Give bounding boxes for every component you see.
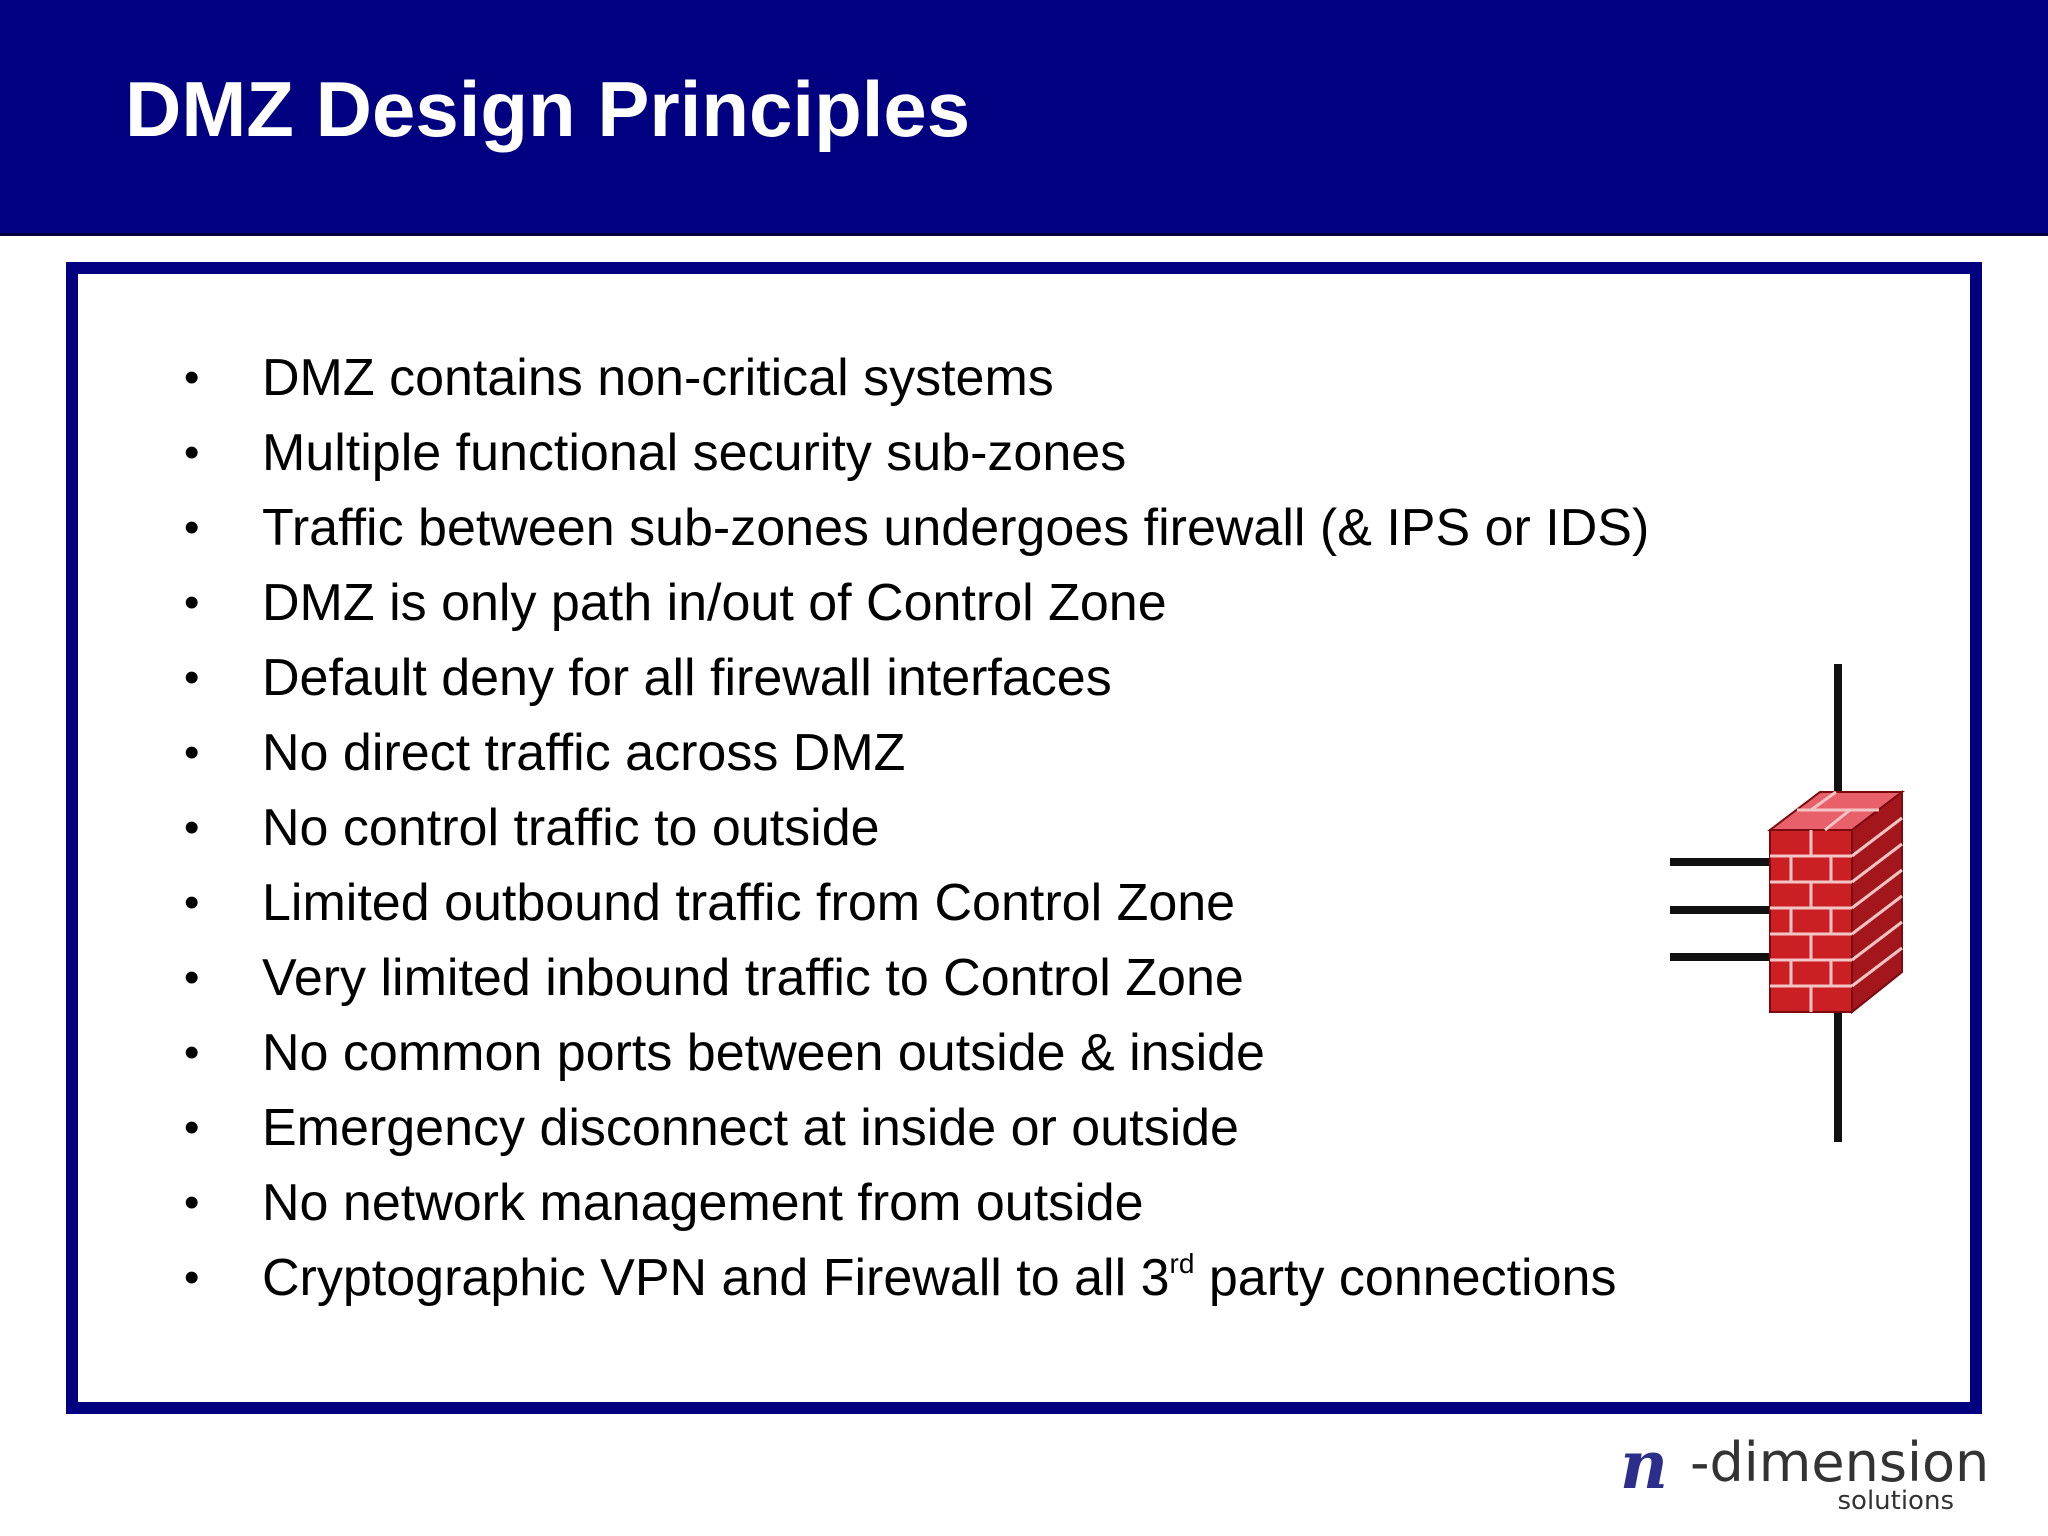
bullet-item bbox=[184, 490, 1649, 565]
bullet-item bbox=[184, 340, 1054, 415]
bullet-item bbox=[184, 640, 1112, 715]
bullet-text-main: Multiple functional security sub-zones bbox=[262, 423, 1127, 482]
bullet-text-main: DMZ contains non-critical systems bbox=[262, 348, 1054, 407]
bullet-dot: • bbox=[184, 1252, 200, 1302]
slide-title: DMZ Design Principles bbox=[125, 65, 971, 153]
bullet-dot: • bbox=[184, 427, 200, 477]
bullet-dot: • bbox=[184, 727, 200, 777]
bullet-item bbox=[184, 715, 905, 790]
bullet-text-main: No direct traffic across DMZ bbox=[262, 723, 906, 782]
bullet-item bbox=[184, 790, 880, 865]
bullet-dot: • bbox=[184, 1177, 200, 1227]
bullet-text bbox=[262, 648, 1112, 708]
logo-mark: n bbox=[1620, 1426, 1668, 1504]
bullet-text bbox=[262, 948, 1244, 1008]
bullet-item bbox=[184, 1015, 1265, 1090]
bullet-text-main: Default deny for all firewall interfaces bbox=[262, 648, 1112, 707]
bullet-text-main: Very limited inbound traffic to Control Zone bbox=[262, 948, 1244, 1007]
bullet-text bbox=[262, 723, 905, 783]
bullet-item bbox=[184, 565, 1167, 640]
bullet-item bbox=[184, 1240, 1616, 1315]
bullet-text-main: No network management from outside bbox=[262, 1173, 1144, 1232]
bullet-text-main: Cryptographic VPN and Firewall to all 3 bbox=[262, 1248, 1170, 1307]
bullet-text bbox=[262, 1023, 1265, 1083]
bullet-dot: • bbox=[184, 1027, 200, 1077]
bullet-text-superscript: rd bbox=[1169, 1247, 1195, 1279]
bullet-text bbox=[262, 873, 1235, 933]
bullet-text bbox=[262, 1173, 1144, 1233]
logo-wordmark: -dimension bbox=[1690, 1431, 1990, 1494]
bullet-text bbox=[262, 498, 1649, 558]
bullet-text-main: Limited outbound traffic from Control Zone bbox=[262, 873, 1236, 932]
bullet-text bbox=[262, 1248, 1616, 1308]
bullet-dot: • bbox=[184, 802, 200, 852]
bullet-text bbox=[262, 348, 1054, 408]
bullet-text-main: No control traffic to outside bbox=[262, 798, 880, 857]
firewall-brick-wall-icon bbox=[1660, 660, 1920, 1146]
bullet-dot: • bbox=[184, 652, 200, 702]
bullet-dot: • bbox=[184, 877, 200, 927]
bullet-text bbox=[262, 423, 1126, 483]
logo-tagline: solutions bbox=[1837, 1486, 1954, 1516]
bullet-text bbox=[262, 798, 880, 858]
bullet-dot: • bbox=[184, 952, 200, 1002]
bullet-text bbox=[262, 573, 1167, 633]
bullet-item bbox=[184, 1090, 1239, 1165]
bullet-dot: • bbox=[184, 352, 200, 402]
bullet-text-main: DMZ is only path in/out of Control Zone bbox=[262, 573, 1167, 632]
bullet-text-after: party connections bbox=[1194, 1248, 1617, 1307]
bullet-item bbox=[184, 1165, 1144, 1240]
bullet-dot: • bbox=[184, 1102, 200, 1152]
bullet-text-main: Traffic between sub-zones undergoes firewall (& IPS or IDS) bbox=[262, 498, 1650, 557]
header-bar bbox=[0, 0, 2048, 236]
bullet-text bbox=[262, 1098, 1239, 1158]
bullet-text-main: No common ports between outside & inside bbox=[262, 1023, 1265, 1082]
bullet-item bbox=[184, 415, 1126, 490]
bullet-dot: • bbox=[184, 502, 200, 552]
company-logo bbox=[1620, 1426, 1990, 1518]
bullet-item bbox=[184, 940, 1244, 1015]
bullet-item bbox=[184, 865, 1235, 940]
bullet-dot: • bbox=[184, 577, 200, 627]
bullet-text-main: Emergency disconnect at inside or outside bbox=[262, 1098, 1239, 1157]
